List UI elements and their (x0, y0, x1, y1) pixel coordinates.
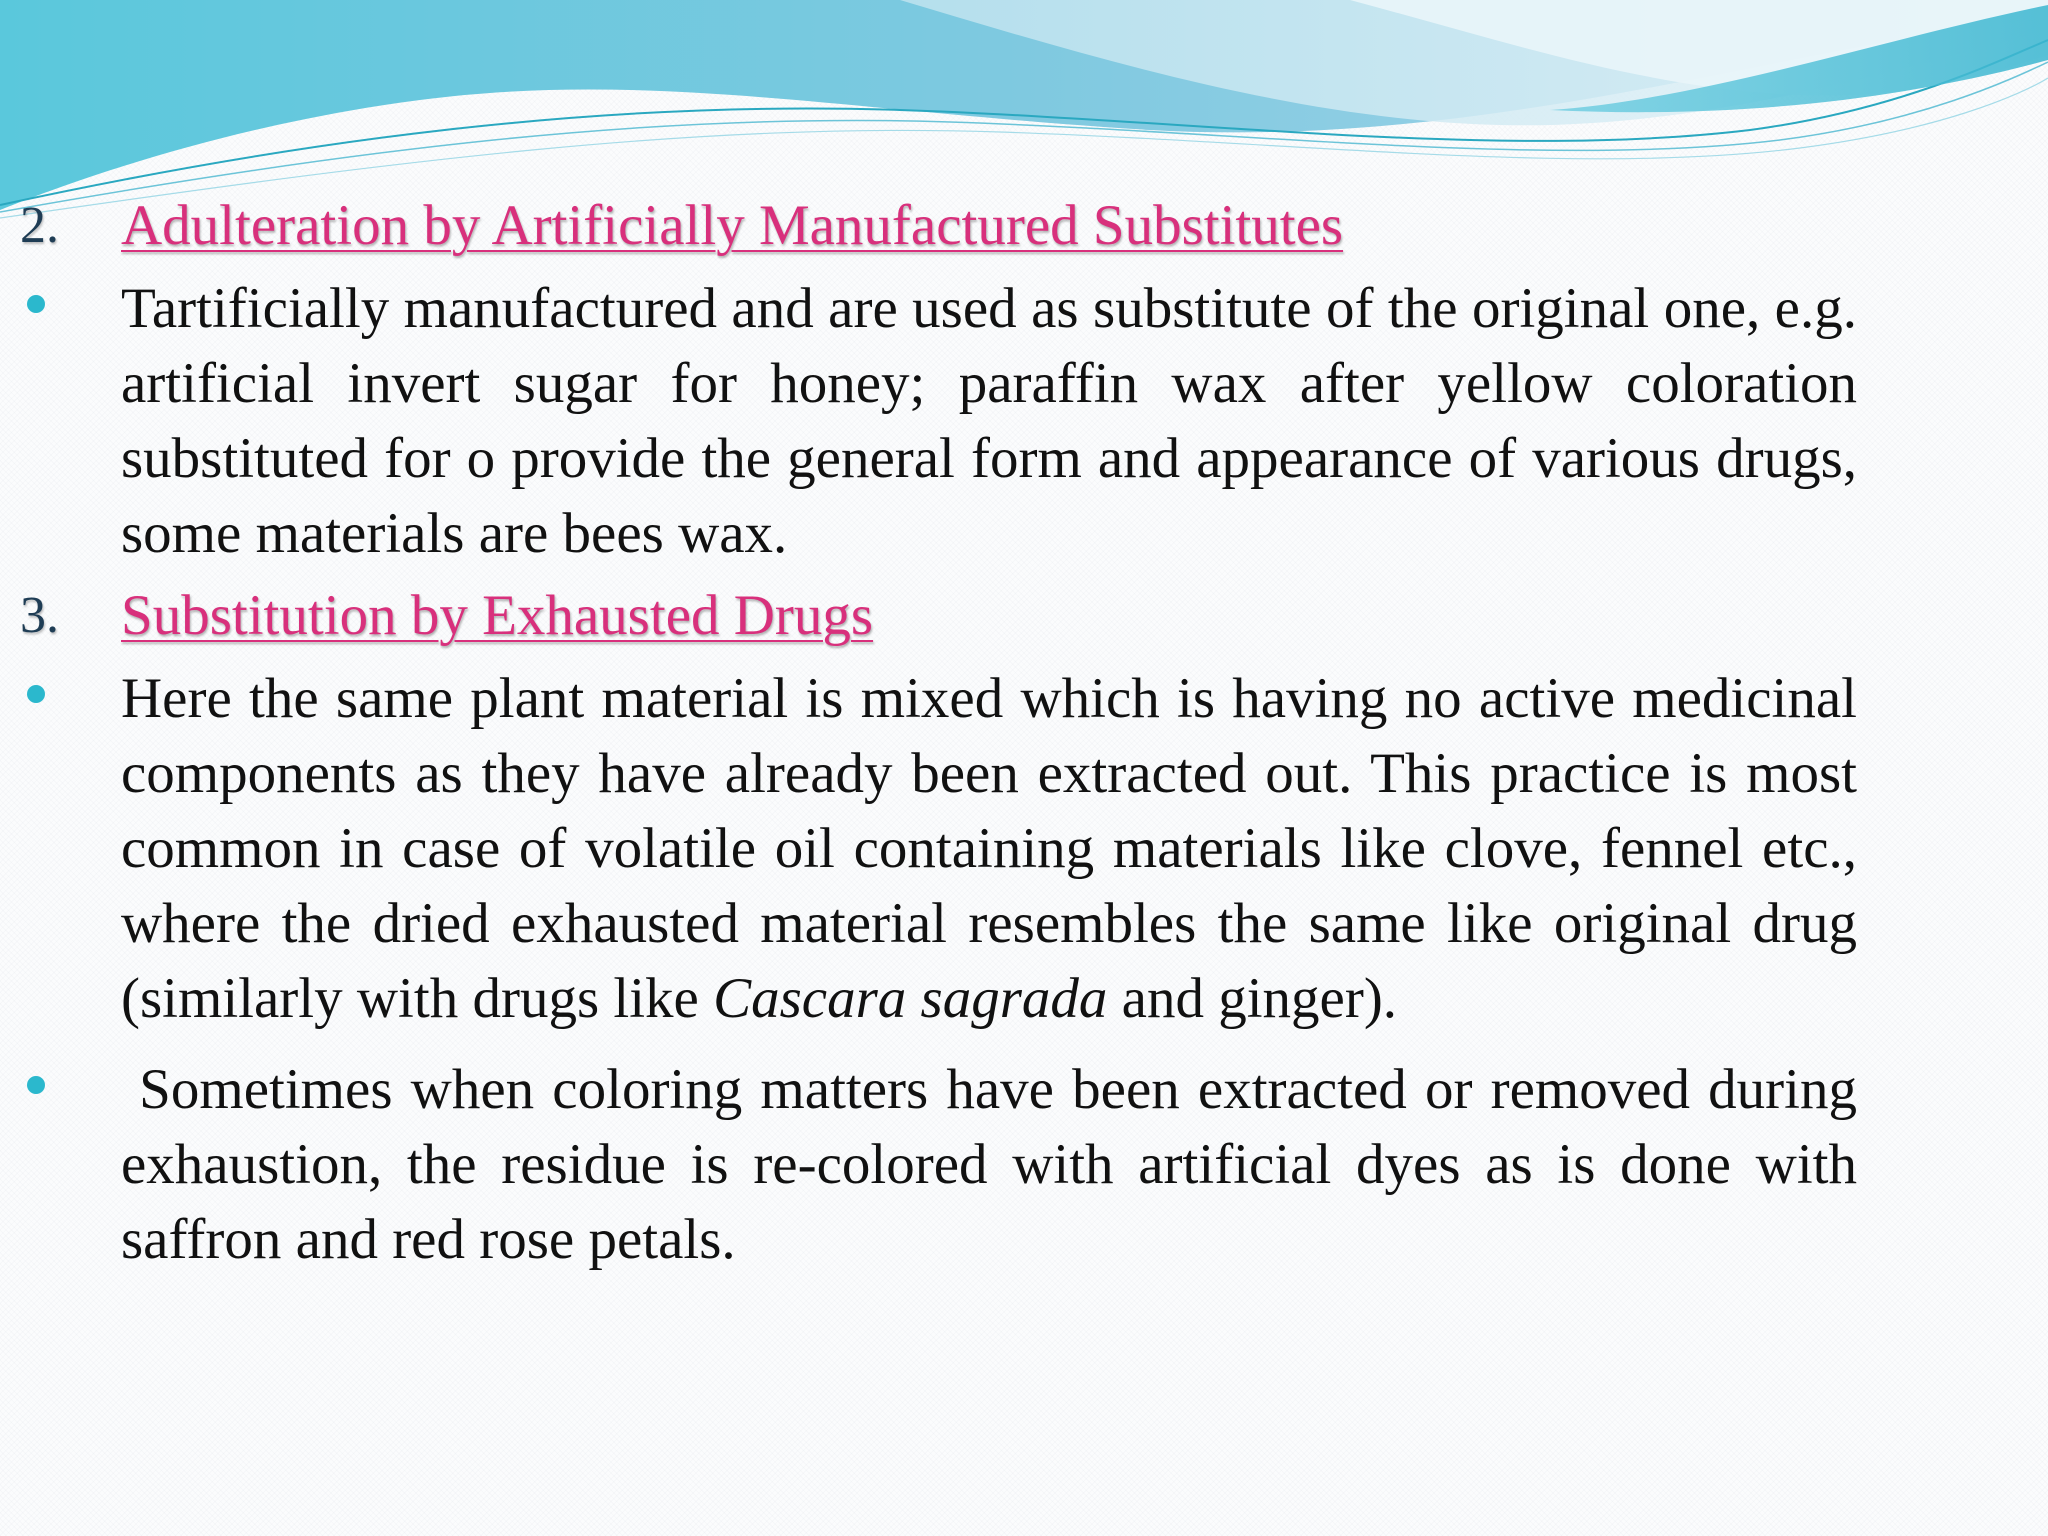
section-title: Adulteration by Artificially Manufactured Substitutes (121, 194, 1344, 257)
section-number: 2. (20, 197, 59, 254)
bullet-item (0, 271, 2048, 571)
bullet-text-part: and ginger). (1107, 967, 1398, 1030)
bullet-text (121, 661, 1857, 1036)
slide-body (0, 186, 2048, 1277)
bullet-icon (27, 1076, 45, 1094)
italic-drug-name: Cascara sagrada (713, 967, 1108, 1030)
bullet-text: Sometimes when coloring matters have been extracted or removed during exhaustion, the residue is re-colored with artificial dyes as is done with saffron and red rose petals. (121, 1058, 1857, 1271)
bullet-item (0, 661, 2048, 1036)
bullet-icon (27, 685, 45, 703)
section-heading-2 (0, 186, 2048, 266)
bullet-text-part: Here the same plant material is mixed which is having no active medicinal components as they have already been extracted out. This practice is most common in case of volatile oil containing materials like clove, fennel etc., where the dried exhausted material resembles the same like original drug (similarly with drugs like (121, 667, 1857, 1030)
section-number: 3. (20, 587, 59, 644)
section-heading-3 (0, 576, 2048, 656)
bullet-icon (27, 295, 45, 313)
bullet-text: Tartificially manufactured and are used as substitute of the original one, e.g. artificial invert sugar for honey; paraffin wax after yellow coloration substituted for o provide the general form and appearance of various drugs, some materials are bees wax. (121, 277, 1857, 565)
section-title: Substitution by Exhausted Drugs (121, 584, 874, 647)
bullet-item (0, 1052, 2048, 1277)
